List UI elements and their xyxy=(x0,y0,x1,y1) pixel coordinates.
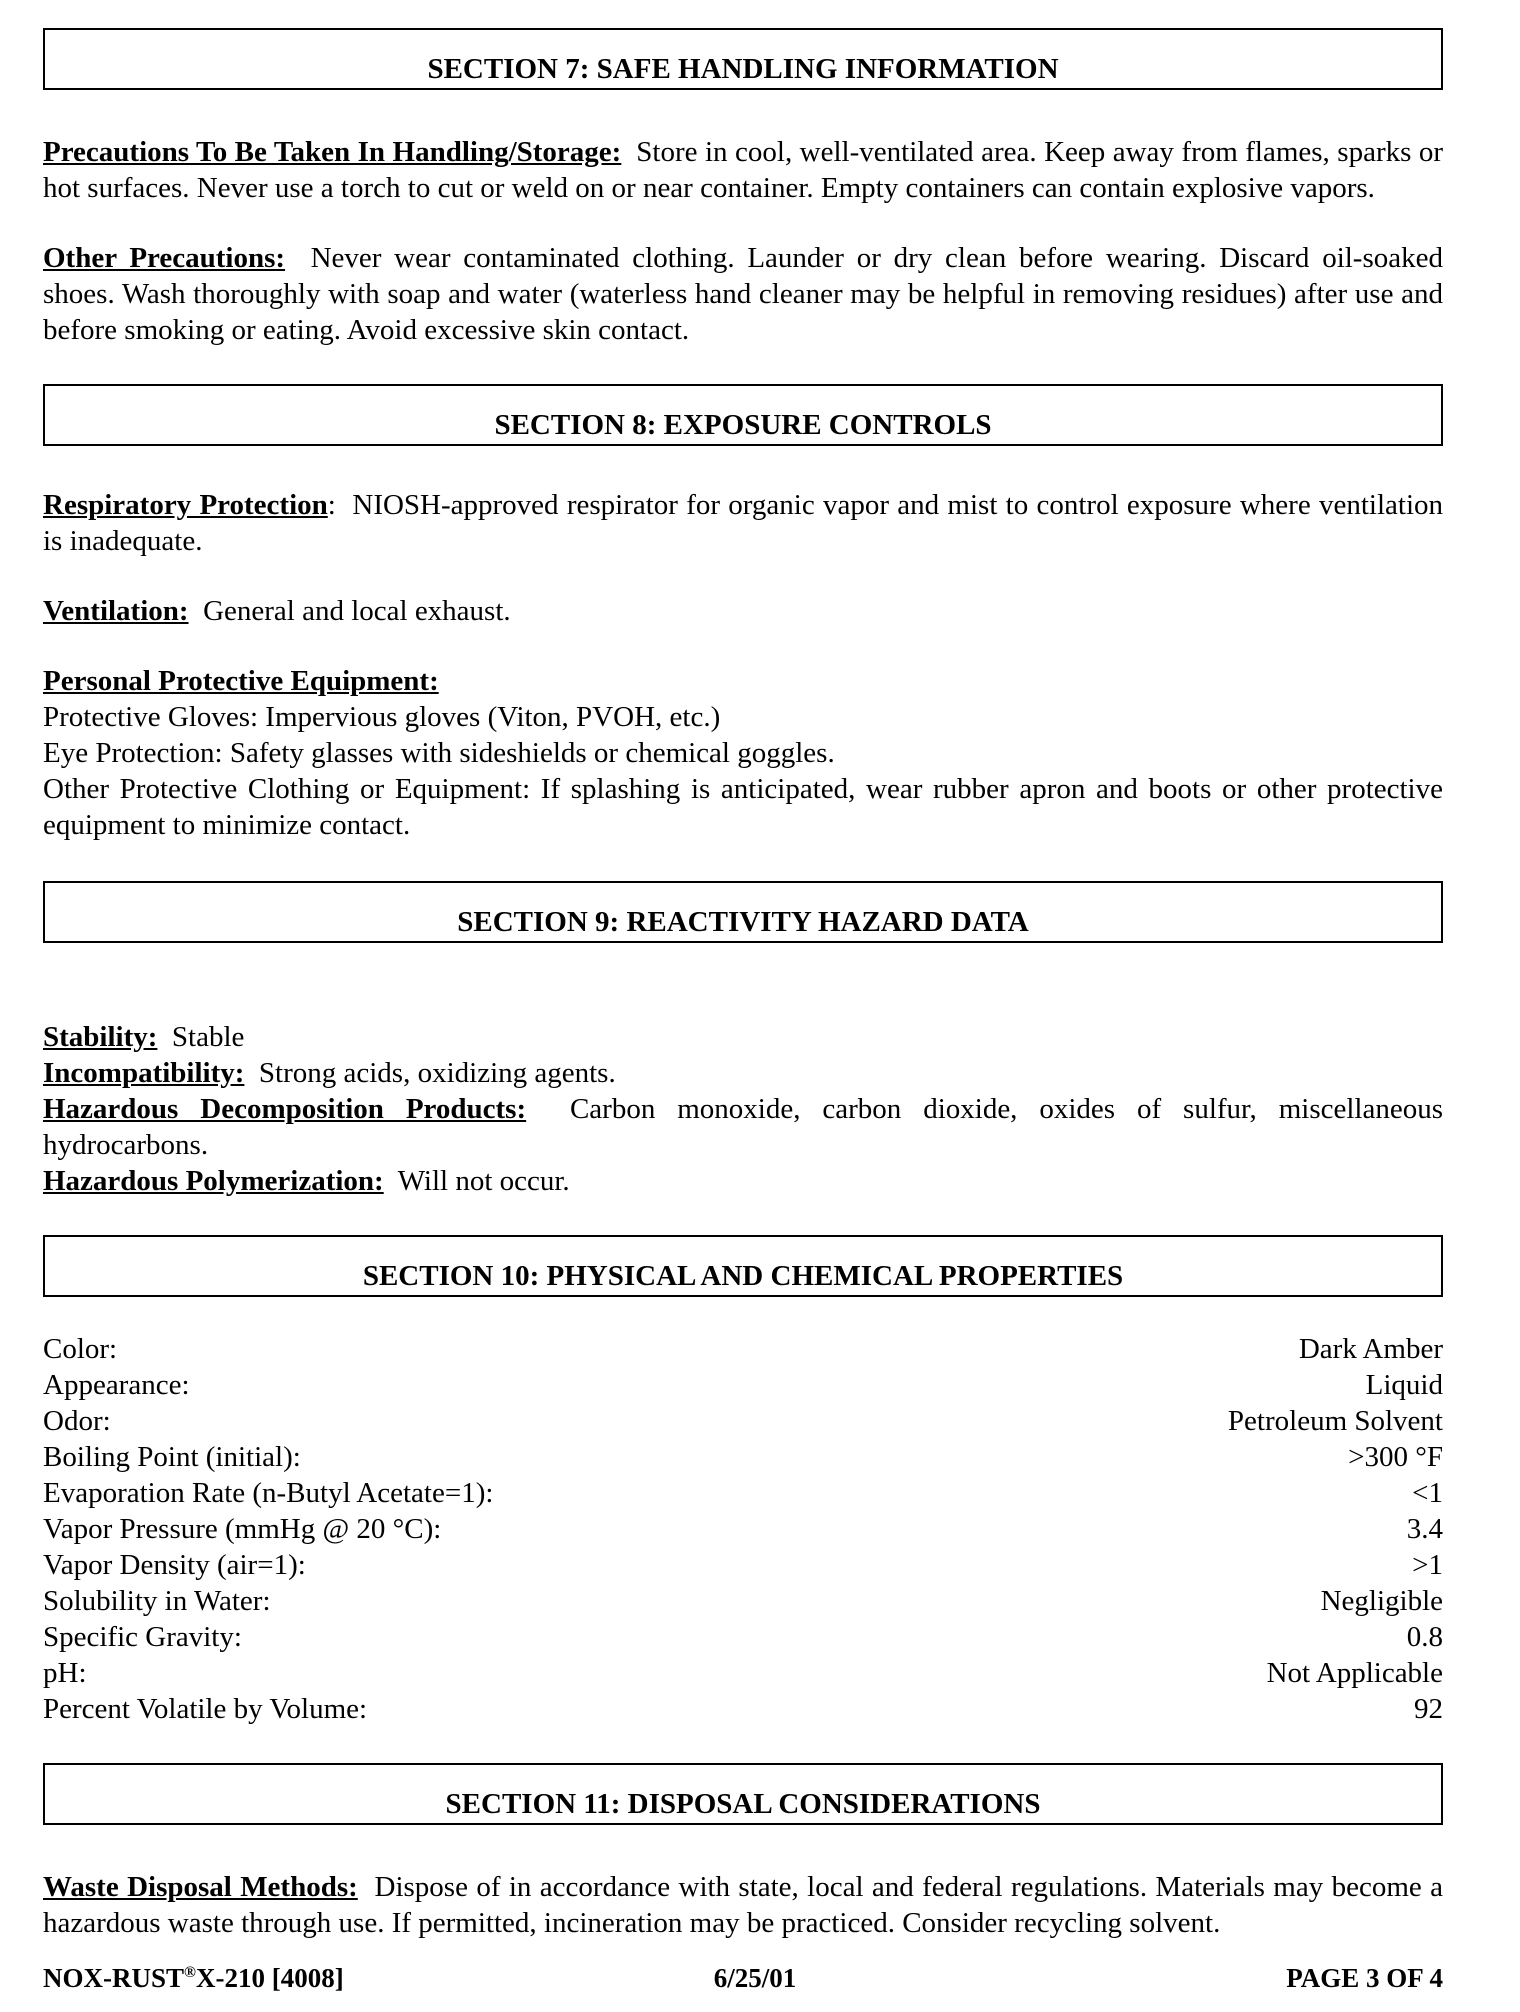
property-row xyxy=(43,1547,1443,1583)
property-value: >1 xyxy=(1412,1549,1443,1581)
footer-product-name: NOX-RUST xyxy=(43,1963,185,1993)
waste-disposal-paragraph xyxy=(43,1869,1443,1941)
section-11-header xyxy=(43,1763,1443,1825)
property-value: Not Applicable xyxy=(1266,1657,1443,1689)
property-value: Dark Amber xyxy=(1298,1333,1443,1365)
incompatibility-label: Incompatibility: xyxy=(43,1057,245,1089)
stability-line xyxy=(43,1019,1443,1055)
property-row xyxy=(43,1331,1443,1367)
property-value: Liquid xyxy=(1365,1369,1443,1401)
footer-date: 6/25/01 xyxy=(713,1963,797,1993)
incompatibility-line xyxy=(43,1055,1443,1091)
section-7-header xyxy=(43,28,1443,90)
property-row xyxy=(43,1511,1443,1547)
respiratory-paragraph: Respiratory Protection: NIOSH-approved respirator for organic vapor and mist to control exposure where ventilation is inadequate. xyxy=(43,489,1443,557)
property-key: Vapor Density (air=1): xyxy=(43,1549,306,1581)
ventilation-text: General and local exhaust. xyxy=(203,595,511,627)
property-value: 92 xyxy=(1414,1693,1443,1725)
property-row xyxy=(43,1655,1443,1691)
property-key: Percent Volatile by Volume: xyxy=(43,1693,368,1725)
stability-label: Stability: xyxy=(43,1021,158,1053)
property-value: Negligible xyxy=(1320,1585,1443,1617)
property-value: 0.8 xyxy=(1406,1621,1443,1653)
property-key: Vapor Pressure (mmHg @ 20 °C): xyxy=(43,1513,442,1545)
property-row xyxy=(43,1403,1443,1439)
property-key: Specific Gravity: xyxy=(43,1621,242,1653)
property-key: Odor: xyxy=(43,1405,111,1437)
ventilation-label: Ventilation: xyxy=(43,595,189,627)
property-row xyxy=(43,1439,1443,1475)
respiratory-label: Respiratory Protection xyxy=(43,489,328,521)
property-row xyxy=(43,1367,1443,1403)
section-9-header xyxy=(43,881,1443,943)
document-page xyxy=(43,28,1443,1941)
property-key: Appearance: xyxy=(43,1369,190,1401)
property-value: Petroleum Solvent xyxy=(1227,1405,1443,1437)
property-row xyxy=(43,1691,1443,1727)
property-key: Color: xyxy=(43,1333,118,1365)
precautions-text: Store in cool, well-ventilated area. Keep away from flames, sparks or hot surfaces. Never use a torch to cut or weld on or near container. Empty containers can contain explosive vapors. xyxy=(43,136,1444,204)
section-10-title: SECTION 10: PHYSICAL AND CHEMICAL PROPERTIES xyxy=(362,1260,1124,1292)
property-row xyxy=(43,1583,1443,1619)
property-value: >300 °F xyxy=(1348,1441,1443,1473)
property-value: <1 xyxy=(1412,1477,1443,1509)
registered-mark: ® xyxy=(184,1964,196,1981)
section-8-title: SECTION 8: EXPOSURE CONTROLS xyxy=(494,409,992,441)
property-value: 3.4 xyxy=(1406,1513,1443,1545)
property-row xyxy=(43,1475,1443,1511)
property-row xyxy=(43,1619,1443,1655)
respiratory-text: NIOSH-approved respirator for organic vapor and mist to control exposure where ventilation is inadequate. xyxy=(43,489,1443,557)
polymerization-text: Will not occur. xyxy=(397,1165,570,1197)
ppe-heading xyxy=(43,663,1443,699)
polymerization-label: Hazardous Polymerization: xyxy=(43,1165,384,1197)
footer-page-number: PAGE 3 OF 4 xyxy=(1286,1963,1443,1993)
incompatibility-text: Strong acids, oxidizing agents. xyxy=(258,1057,616,1089)
waste-disposal-label: Waste Disposal Methods: xyxy=(43,1871,358,1903)
section-9-title: SECTION 9: REACTIVITY HAZARD DATA xyxy=(457,906,1029,938)
properties-table xyxy=(43,1331,1443,1727)
precautions-label: Precautions To Be Taken In Handling/Storage: xyxy=(43,136,622,168)
decomposition-text: Carbon monoxide, carbon dioxide, oxides of sulfur, miscellaneous hydrocarbons. xyxy=(43,1093,1443,1161)
decomposition-line xyxy=(43,1091,1443,1163)
waste-disposal-text: Dispose of in accordance with state, local and federal regulations. Materials may become a hazardous waste through use. If permitted, incineration may be practiced. Consider recycling solvent. xyxy=(43,1871,1443,1939)
property-key: Solubility in Water: xyxy=(43,1585,271,1617)
precautions-paragraph xyxy=(43,134,1443,206)
ppe-label: Personal Protective Equipment: xyxy=(43,665,439,697)
other-precautions-label: Other Precautions: xyxy=(43,242,286,274)
section-8-header xyxy=(43,384,1443,446)
section-11-title: SECTION 11: DISPOSAL CONSIDERATIONS xyxy=(445,1788,1041,1820)
ppe-eye: Eye Protection: Safety glasses with sideshields or chemical goggles. xyxy=(43,737,835,769)
other-precautions-paragraph xyxy=(43,240,1443,348)
footer-product xyxy=(43,1960,344,1996)
section-7-title: SECTION 7: SAFE HANDLING INFORMATION xyxy=(427,53,1059,85)
footer-product-code: X-210 [4008] xyxy=(195,1963,344,1993)
property-key: pH: xyxy=(43,1657,87,1689)
ppe-other: Other Protective Clothing or Equipment: If splashing is anticipated, wear rubber apron and boots or other protective equipment to minimize contact. xyxy=(43,773,1443,841)
stability-text: Stable xyxy=(171,1021,245,1053)
property-key: Boiling Point (initial): xyxy=(43,1441,301,1473)
polymerization-line xyxy=(43,1163,1443,1199)
page-footer xyxy=(43,1960,1443,1996)
section-10-header xyxy=(43,1235,1443,1297)
other-precautions-text: Never wear contaminated clothing. Launder or dry clean before wearing. Discard oil-soaked shoes. Wash thoroughly with soap and water (waterless hand cleaner may be helpful in removing residues) after use and before smoking or eating. Avoid excessive skin contact. xyxy=(43,242,1443,346)
property-key: Evaporation Rate (n-Butyl Acetate=1): xyxy=(43,1477,494,1509)
ppe-gloves: Protective Gloves: Impervious gloves (Viton, PVOH, etc.) xyxy=(43,701,721,733)
decomposition-label: Hazardous Decomposition Products: xyxy=(43,1093,527,1125)
ventilation-paragraph xyxy=(43,593,1443,629)
